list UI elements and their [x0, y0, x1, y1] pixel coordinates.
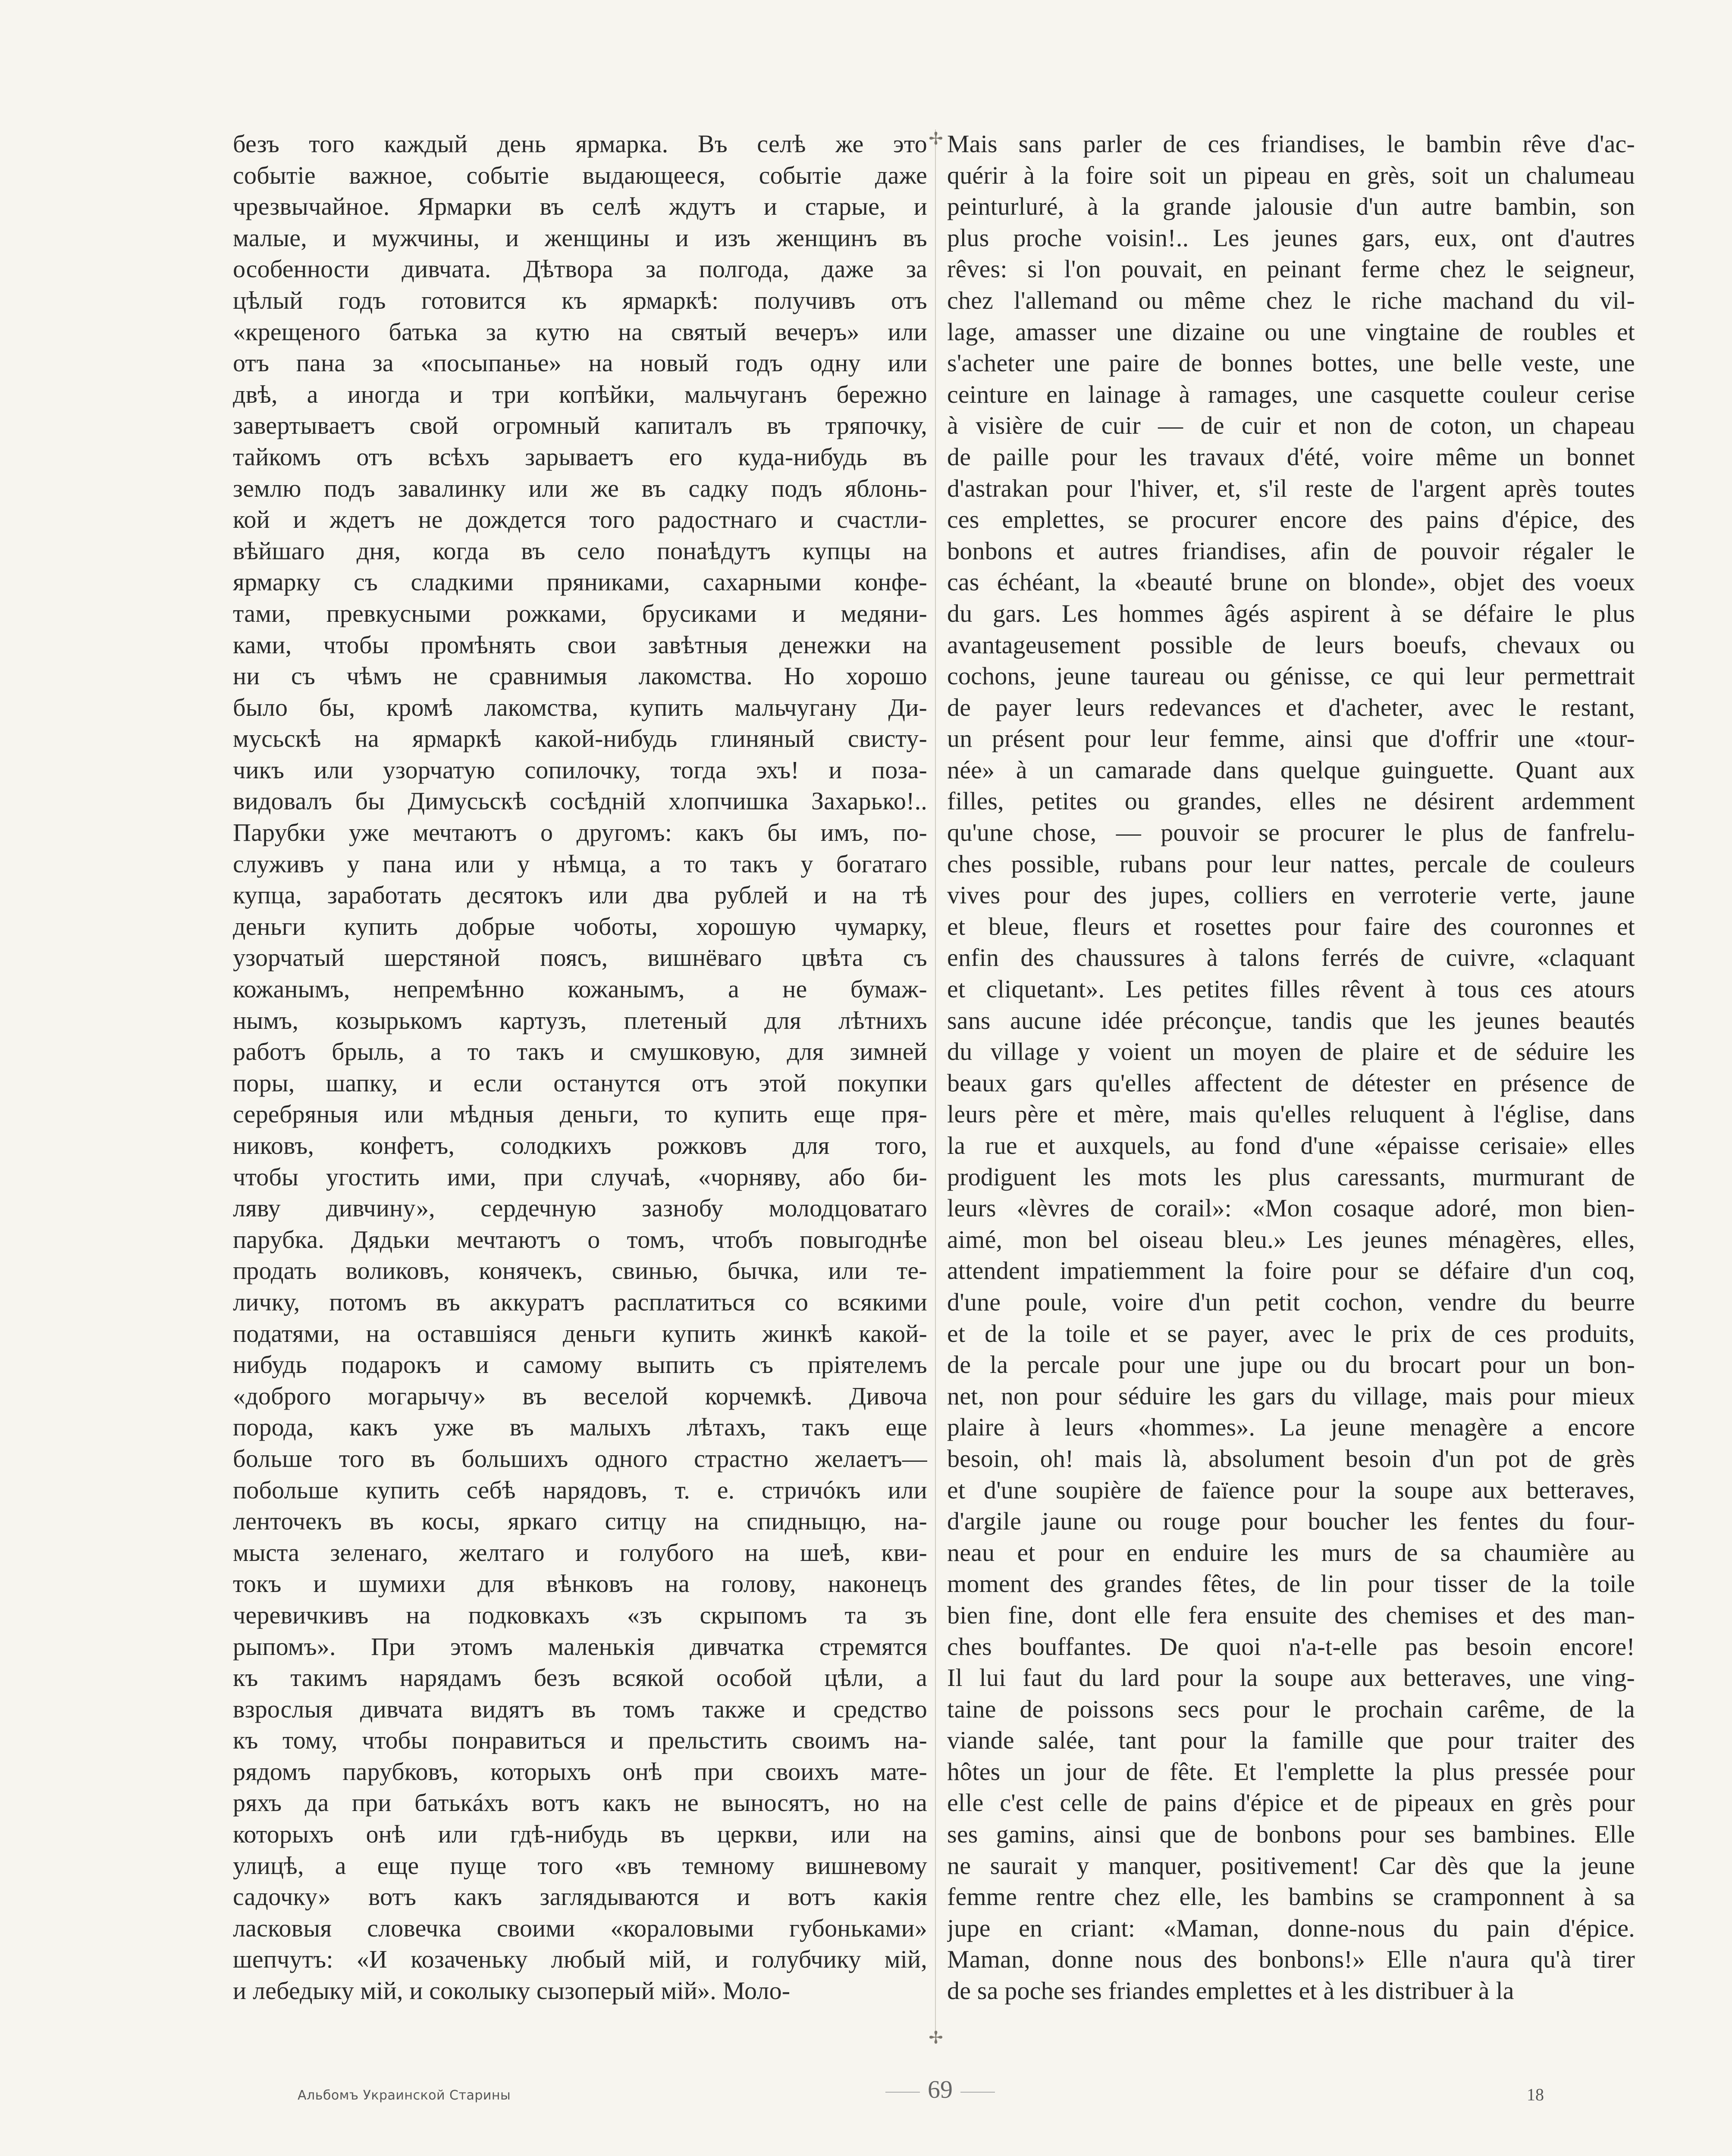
text-line: aimé, mon bel oiseau bleu.» Les jeunes ménagères, elles,	[947, 1225, 1635, 1253]
text-line: de paille pour les travaux d'été, voire même un bonnet	[947, 442, 1635, 471]
russian-text-column	[233, 128, 927, 2007]
text-line: leurs «lèvres de corail»: «Mon cosaque adoré, mon bien-	[947, 1194, 1635, 1222]
text-line: et de la toile et se payer, avec le prix de ces produits,	[947, 1319, 1635, 1348]
text-line: ches possible, rubans pour leur nattes, percale de couleurs	[947, 849, 1635, 878]
text-line: садочку» вотъ какъ заглядываются и вотъ какія	[233, 1883, 927, 1911]
text-line: Il lui faut du lard pour la soupe aux betteraves, une ving-	[947, 1664, 1635, 1692]
text-line: et d'une soupière de faïence pour la soupe aux betteraves,	[947, 1476, 1635, 1504]
footer-dash-left	[885, 2092, 920, 2093]
text-line: Maman, donne nous des bonbons!» Elle n'aura qu'à tirer	[947, 1945, 1635, 1974]
text-line: шепчутъ: «И козаченьку любый мій, и голубчику мій,	[233, 1945, 927, 1974]
text-line: à visière de cuir — de cuir et non de coton, un chapeau	[947, 411, 1635, 440]
text-line: d'argile jaune ou rouge pour boucher les fentes du four-	[947, 1507, 1635, 1536]
text-line: lage, amasser une dizaine ou une vingtaine de roubles et	[947, 317, 1635, 346]
text-line: взрослыя дивчата видятъ въ томъ также и средство	[233, 1695, 927, 1723]
text-line: beaux gars qu'elles affectent de détester en présence de	[947, 1069, 1635, 1097]
text-line: ленточекъ въ косы, яркаго ситцу на спидныцю, на-	[233, 1507, 927, 1536]
french-text-column	[947, 128, 1635, 2007]
text-line: землю подъ завалинку или же въ садку подъ яблонь-	[233, 474, 927, 502]
text-line: серебряныя или мѣдныя деньги, то купить еще пря-	[233, 1100, 927, 1128]
text-line: sans aucune idée préconçue, tandis que les jeunes beautés	[947, 1006, 1635, 1034]
text-line: порода, какъ уже въ малыхъ лѣтахъ, такъ еще	[233, 1413, 927, 1442]
text-line: кой и ждетъ не дождется того радостнаго и счастли-	[233, 505, 927, 534]
text-line: Mais sans parler de ces friandises, le bambin rêve d'ac-	[947, 130, 1635, 158]
text-line: больше того въ большихъ одного страстно желаетъ—	[233, 1444, 927, 1473]
text-line: и лебедыку мій, и соколыку сызоперый мій». Моло-	[233, 1977, 791, 2005]
text-line: s'acheter une paire de bonnes bottes, une belle veste, une	[947, 349, 1635, 377]
text-line: bien fine, dont elle fera ensuite des chemises et des man-	[947, 1601, 1635, 1629]
text-line: ceinture en lainage à ramages, une casquette couleur cerise	[947, 380, 1635, 408]
text-line: улицѣ, а еще пуще того «въ темному вишневому	[233, 1851, 927, 1880]
text-line: quérir à la foire soit un pipeau en grès, soit un chalumeau	[947, 161, 1635, 189]
text-line: поры, шапку, и если останутся отъ этой покупки	[233, 1069, 927, 1097]
text-line: leurs père et mère, mais qu'elles reluquent à l'église, dans	[947, 1100, 1635, 1128]
text-line: ни съ чѣмъ не сравнимыя лакомства. Но хорошо	[233, 662, 927, 690]
text-line: ces emplettes, se procurer encore des pains d'épice, des	[947, 505, 1635, 534]
text-line: чикъ или узорчатую сопилочку, тогда эхъ! и поза-	[233, 755, 927, 784]
text-line: viande salée, tant pour la famille que pour traiter des	[947, 1726, 1635, 1755]
text-line: малые, и мужчины, и женщины и изъ женщинъ въ	[233, 223, 927, 252]
text-line: личку, потомъ въ аккуратъ расплатиться со всякими	[233, 1288, 927, 1316]
text-line: jupe en criant: «Maman, donne-nous du pain d'épice.	[947, 1914, 1635, 1942]
text-line: узорчатый шерстяной поясъ, вишнёваго цвѣта съ	[233, 943, 927, 972]
footer-dash-right	[960, 2092, 995, 2093]
footer-album-title: Альбомъ Украинской Старины	[298, 2088, 511, 2103]
text-line: цѣлый годъ готовится къ ярмаркѣ: получивъ отъ	[233, 286, 927, 314]
text-line: ches bouffantes. De quoi n'a-t-elle pas besoin encore!	[947, 1632, 1635, 1661]
text-line: elle c'est celle de pains d'épice et de pipeaux en grès pour	[947, 1789, 1635, 1817]
text-line: отъ пана за «посыпанье» на новый годъ одну или	[233, 349, 927, 377]
text-line: никовъ, конфетъ, солодкихъ рожковъ для того,	[233, 1131, 927, 1159]
text-line: besoin, oh! mais là, absolument besoin d'un pot de grès	[947, 1444, 1635, 1473]
text-line: нибудь подарокъ и самому выпить съ пріятелемъ	[233, 1351, 927, 1379]
text-line: et cliquetant». Les petites filles rêvent à tous ces atours	[947, 975, 1635, 1003]
text-line: un présent pour leur femme, ainsi que d'offrir une «tour-	[947, 724, 1635, 753]
text-line: de sa poche ses friandes emplettes et à les distribuer à la	[947, 1977, 1514, 2005]
text-line: было бы, кромѣ лакомства, купить мальчугану Ди-	[233, 693, 927, 721]
text-line: купца, заработать десятокъ или два рублей и на тѣ	[233, 881, 927, 909]
text-line: которыхъ онѣ или гдѣ-нибудь въ церкви, или на	[233, 1820, 927, 1849]
text-line: et bleue, fleurs et rosettes pour faire des couronnes et	[947, 912, 1635, 940]
text-line: hôtes un jour de fête. Et l'emplette la plus pressée pour	[947, 1757, 1635, 1786]
text-line: net, non pour séduire les gars du village, mais pour mieux	[947, 1382, 1635, 1410]
text-line: тайкомъ отъ всѣхъ зарываетъ его куда-нибудь въ	[233, 442, 927, 471]
text-line: ярмарку съ сладкими пряниками, сахарными конфе-	[233, 568, 927, 596]
column-divider	[935, 129, 936, 2040]
text-line: la rue et auxquels, au fond d'une «épaisse cerisaie» elles	[947, 1131, 1635, 1159]
text-line: Парубки уже мечтаютъ о другомъ: какъ бы имъ, по-	[233, 818, 927, 847]
text-line: «крещеного батька за кутю на святый вечеръ» или	[233, 317, 927, 346]
text-line: attendent impatiemment la foire pour se défaire d'un coq,	[947, 1257, 1635, 1285]
text-line: prodiguent les mots les plus caressants, murmurant de	[947, 1163, 1635, 1191]
text-line: кожанымъ, непремѣнно кожанымъ, а не бумаж-	[233, 975, 927, 1003]
text-line: d'astrakan pour l'hiver, et, s'il reste de l'argent après toutes	[947, 474, 1635, 502]
text-line: чрезвычайное. Ярмарки въ селѣ ждутъ и старые, и	[233, 192, 927, 221]
text-line: событіе важное, событіе выдающееся, событіе даже	[233, 161, 927, 189]
text-line: завертываетъ свой огромный капиталъ въ тряпочку,	[233, 411, 927, 440]
text-line: продать воликовъ, конячекъ, свинью, бычка, или те-	[233, 1257, 927, 1285]
text-line: деньги купить добрые чоботы, хорошую чумарку,	[233, 912, 927, 940]
text-line: du gars. Les hommes âgés aspirent à se défaire le plus	[947, 599, 1635, 627]
text-line: ляву дивчину», сердечную зазнобу молодцоватаго	[233, 1194, 927, 1222]
text-line: ses gamins, ainsi que de bonbons pour ses bambines. Elle	[947, 1820, 1635, 1849]
text-line: нымъ, козырькомъ картузъ, плетеный для лѣтнихъ	[233, 1006, 927, 1034]
text-line: особенности дивчата. Дѣтвора за полгода, даже за	[233, 255, 927, 283]
text-line: chez l'allemand ou même chez le riche machand du vil-	[947, 286, 1635, 314]
text-line: работъ брыль, а то такъ и смушковую, для зимней	[233, 1037, 927, 1066]
page-number-footer	[875, 2075, 1005, 2104]
text-line: enfin des chaussures à talons ferrés de cuivre, «claquant	[947, 943, 1635, 972]
text-line: двѣ, а иногда и три копѣйки, мальчуганъ бережно	[233, 380, 927, 408]
text-line: de la percale pour une jupe ou du brocart pour un bon-	[947, 1351, 1635, 1379]
text-line: plus proche voisin!.. Les jeunes gars, eux, ont d'autres	[947, 223, 1635, 252]
text-line: d'une poule, voire d'un petit cochon, vendre du beurre	[947, 1288, 1635, 1316]
text-line: токъ и шумихи для вѣнковъ на голову, наконецъ	[233, 1570, 927, 1598]
text-line: bonbons et autres friandises, afin de pouvoir régaler le	[947, 536, 1635, 565]
text-line: femme rentre chez elle, les bambins se cramponnent à sa	[947, 1883, 1635, 1911]
text-line: видовалъ бы Димусьскѣ сосѣднiй хлопчишка Захарько!..	[233, 787, 927, 815]
text-line: безъ того каждый день ярмарка. Въ селѣ же это	[233, 130, 927, 158]
text-line: черевичкивъ на подковкахъ «зъ скрыпомъ та зъ	[233, 1601, 927, 1629]
text-line: чтобы угостить ими, при случаѣ, «чорняву, або би-	[233, 1163, 927, 1191]
text-line: рыпомъ». При этомъ маленькія дивчатка стремятся	[233, 1632, 927, 1661]
text-line: мусьскѣ на ярмаркѣ какой-нибудь глиняный свисту-	[233, 724, 927, 753]
text-line: ками, чтобы промѣнять свои завѣтныя денежки на	[233, 630, 927, 659]
divider-ornament-bottom: ✢	[929, 2028, 943, 2047]
text-line: вѣйшаго дня, когда въ село понаѣдутъ купцы на	[233, 536, 927, 565]
text-line: avantageusement possible de leurs boeufs, chevaux ou	[947, 630, 1635, 659]
text-line: peinturluré, à la grande jalousie d'un autre bambin, son	[947, 192, 1635, 221]
text-line: rêves: si l'on pouvait, en peinant ferme chez le seigneur,	[947, 255, 1635, 283]
text-line: vives pour des jupes, colliers en verroterie verte, jaune	[947, 881, 1635, 909]
text-line: ne saurait y manquer, positivement! Car dès que la jeune	[947, 1851, 1635, 1880]
page-number: 69	[928, 2075, 953, 2103]
text-line: къ тому, чтобы понравиться и прельстить своимъ на-	[233, 1726, 927, 1755]
text-line: къ такимъ нарядамъ безъ всякой особой цѣли, а	[233, 1664, 927, 1692]
text-line: податями, на оставшіяся деньги купить жинкѣ какой-	[233, 1319, 927, 1348]
text-line: «доброго могарычу» въ веселой корчемкѣ. Дивоча	[233, 1382, 927, 1410]
text-line: du village y voient un moyen de plaire et de séduire les	[947, 1037, 1635, 1066]
text-line: ряхъ да при батькáхъ вотъ какъ не выносятъ, но на	[233, 1789, 927, 1817]
text-line: побольше купить себѣ нарядовъ, т. е. стричóкъ или	[233, 1476, 927, 1504]
text-line: рядомъ парубковъ, которыхъ онѣ при своихъ мате-	[233, 1757, 927, 1786]
text-line: qu'une chose, — pouvoir se procurer le plus de fanfrelu-	[947, 818, 1635, 847]
text-line: ласковыя словечка своими «кораловыми губоньками»	[233, 1914, 927, 1942]
text-line: née» à un camarade dans quelque guinguette. Quant aux	[947, 755, 1635, 784]
text-line: мыста зеленаго, желтаго и голубого на шеѣ, кви-	[233, 1538, 927, 1567]
text-line: plaire à leurs «hommes». La jeune menagère a encore	[947, 1413, 1635, 1442]
divider-ornament-top: ✢	[929, 129, 943, 148]
text-line: filles, petites ou grandes, elles ne désirent ardemment	[947, 787, 1635, 815]
text-line: служивъ у пана или у нѣмца, а то такъ у богатаго	[233, 849, 927, 878]
text-line: taine de poissons secs pour le prochain carême, de la	[947, 1695, 1635, 1723]
text-line: neau et pour en enduire les murs de sa chaumière au	[947, 1538, 1635, 1567]
text-line: de payer leurs redevances et d'acheter, avec le restant,	[947, 693, 1635, 721]
text-line: cas échéant, la «beauté brune on blonde», objet des voeux	[947, 568, 1635, 596]
text-line: moment des grandes fêtes, de lin pour tisser de la toile	[947, 1570, 1635, 1598]
text-line: cochons, jeune taureau ou génisse, ce qui leur permettrait	[947, 662, 1635, 690]
sheet-number: 18	[1527, 2085, 1544, 2104]
text-line: парубка. Дядьки мечтаютъ о томъ, чтобъ повыгоднѣе	[233, 1225, 927, 1253]
text-line: тами, превкусными рожками, брусиками и медяни-	[233, 599, 927, 627]
